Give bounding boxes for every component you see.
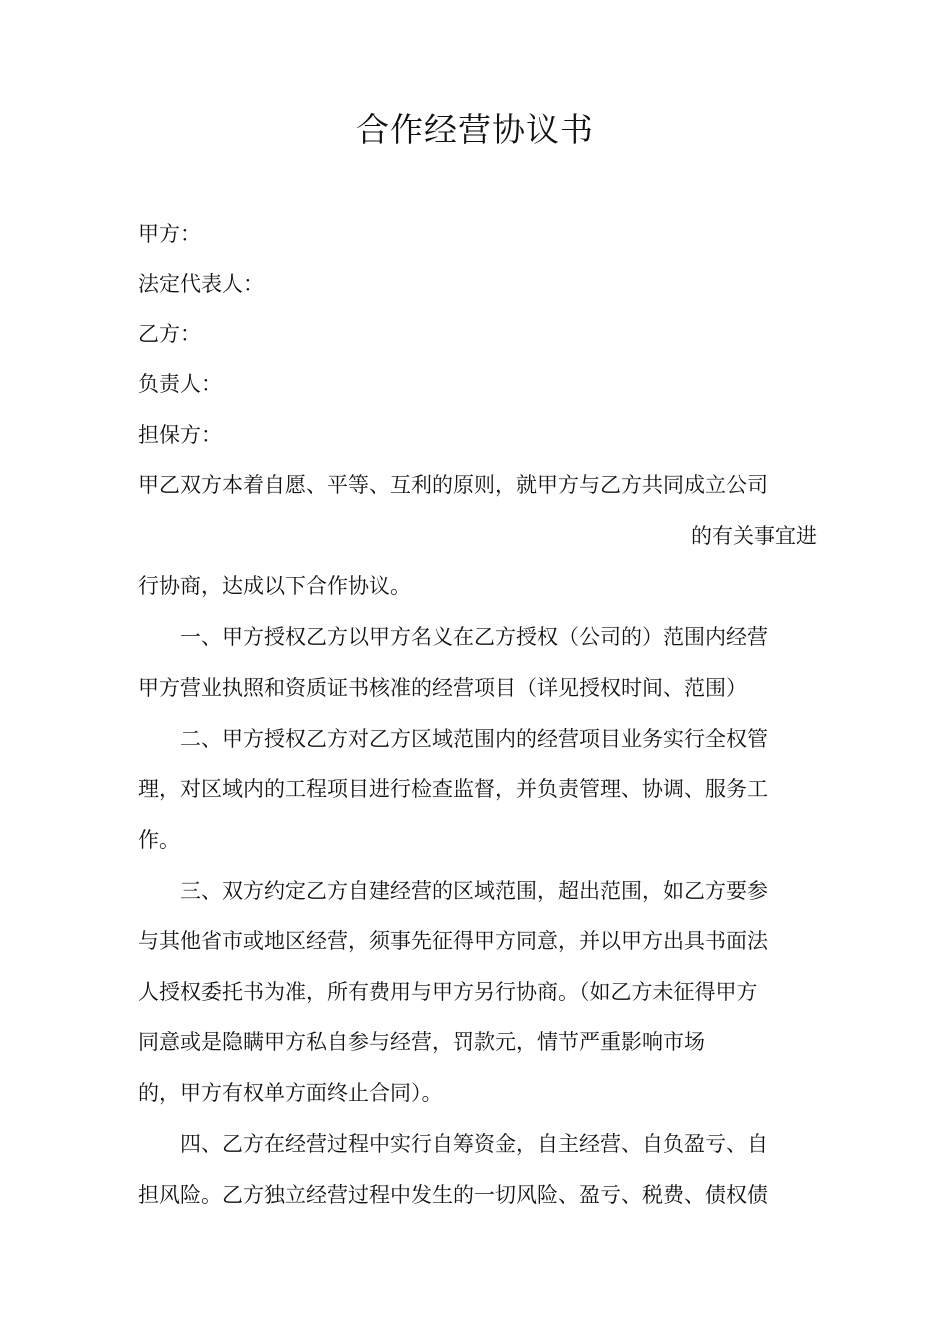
clause-2-line-3: 作。 [138,828,180,852]
clause-1-line-2: 甲方营业执照和资质证书核准的经营项目（详见授权时间、范围） [138,676,747,700]
guarantor-label: 担保方： [138,423,222,447]
clause-4-line-1: 四、乙方在经营过程中实行自筹资金，自主经营、自负盈亏、自 [138,1132,768,1156]
intro-line-1: 甲乙双方本着自愿、平等、互利的原则，就甲方与乙方共同成立公司 [138,473,768,497]
clause-4-line-2: 担风险。乙方独立经营过程中发生的一切风险、盈亏、税费、债权债 [138,1183,768,1207]
clause-1-line-1: 一、甲方授权乙方以甲方名义在乙方授权（公司的）范围内经营 [138,625,768,649]
clause-2-line-1: 二、甲方授权乙方对乙方区域范围内的经营项目业务实行全权管 [138,727,768,751]
intro-line-3: 行协商，达成以下合作协议。 [138,574,411,598]
person-in-charge-label: 负责人： [138,372,222,396]
clause-2-line-2: 理，对区域内的工程项目进行检查监督，并负责管理、协调、服务工 [138,777,768,801]
clause-3-line-4: 同意或是隐瞒甲方私自参与经营，罚款元，情节严重影响市场 [138,1030,705,1054]
party-a-label: 甲方： [138,222,201,246]
clause-3-line-1: 三、双方约定乙方自建经营的区域范围，超出范围，如乙方要参 [138,879,768,903]
clause-3-line-3: 人授权委托书为准，所有费用与甲方另行协商。（如乙方未征得甲方 [138,980,758,1004]
clause-3-line-2: 与其他省市或地区经营，须事先征得甲方同意，并以甲方出具书面法 [138,929,768,953]
party-b-label: 乙方： [138,322,201,346]
clause-3-line-5: 的，甲方有权单方面终止合同）。 [138,1081,443,1105]
legal-representative-label: 法定代表人： [138,272,264,296]
intro-line-2: 的有关事宜进 [691,524,817,548]
document-title: 合作经营协议书 [356,110,594,149]
